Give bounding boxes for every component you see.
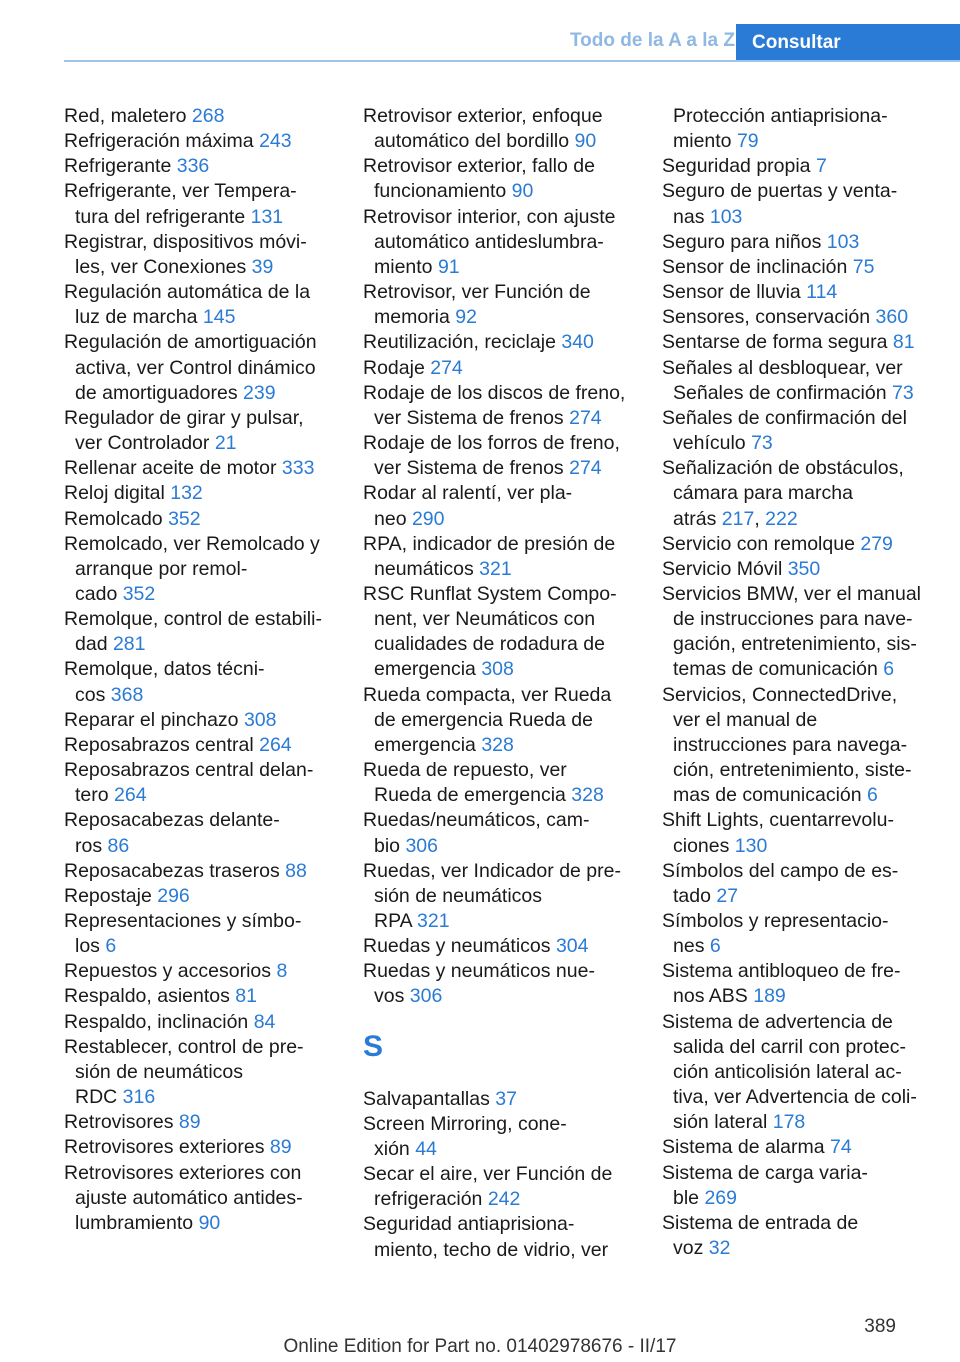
index-entry: [363, 381, 639, 431]
page-link[interactable]: 6: [867, 784, 878, 807]
page-link[interactable]: 131: [250, 205, 284, 228]
index-entry: [64, 456, 340, 481]
index-entry: [662, 808, 934, 858]
entry-text: Reposabrazos central: [64, 733, 260, 756]
index-entry: [64, 884, 340, 909]
entry-text: Retrovisor exterior, fallo de funcionamiento: [363, 155, 595, 203]
page-link[interactable]: 44: [415, 1137, 437, 1160]
page-link[interactable]: 89: [178, 1111, 201, 1134]
entry-text: Reposabrazos central delan- tero: [64, 759, 314, 807]
page-link[interactable]: 306: [409, 985, 443, 1008]
entry-text: Refrigerante, ver Tempera- tura del refrigerante: [64, 180, 297, 228]
entry-text: Rellenar aceite de motor: [64, 457, 282, 480]
entry-text: Señalización de obstáculos, cámara para marcha atrás: [662, 457, 904, 530]
page-link[interactable]: 279: [860, 532, 893, 555]
page-link[interactable]: 90: [198, 1211, 221, 1234]
entry-text: Señales al desbloquear, ver Señales de confirmación: [662, 356, 903, 404]
entry-text: Protección antiaprisiona- miento: [673, 105, 888, 153]
page-link[interactable]: 27: [716, 884, 739, 907]
entry-text: Retrovisor exterior, enfoque automático del bordillo: [363, 105, 603, 153]
index-entry: [64, 909, 340, 959]
index-entry: [64, 859, 340, 884]
entry-text: Refrigeración máxima: [64, 130, 260, 153]
index-entry: [64, 984, 340, 1009]
page-link[interactable]: 290: [411, 507, 445, 530]
page-link[interactable]: 32: [708, 1237, 731, 1260]
entry-text: RPA, indicador de presión de neumáticos: [363, 532, 616, 580]
page-link[interactable]: 90: [511, 180, 534, 203]
index-entry: [363, 808, 639, 858]
page-link[interactable]: 333: [281, 457, 315, 480]
index-entry: [662, 305, 934, 330]
entry-text: Registrar, dispositivos móvi- les, ver Conexiones: [64, 230, 307, 278]
footer-edition: Online Edition for Part no. 01402978676 - II/17: [283, 1336, 677, 1357]
entry-text: Sensores, conservación: [662, 306, 876, 329]
index-column-2: [363, 104, 639, 1263]
page-link[interactable]: 84: [253, 1010, 276, 1033]
entry-text: Retrovisor interior, con ajuste automático antideslumbra- miento: [363, 205, 616, 278]
index-entry: [662, 330, 934, 355]
entry-text: Ruedas, ver Indicador de pre- sión de neumáticos RPA: [363, 859, 621, 932]
entry-text: Remolque, datos técni- cos: [64, 658, 265, 706]
index-entry: [64, 1110, 340, 1135]
index-entry: [64, 607, 340, 657]
entry-text: Rueda de repuesto, ver Rueda de emergencia: [363, 759, 567, 807]
index-entry: [64, 330, 340, 405]
entry-text: Servicios BMW, ver el manual de instrucciones para nave- gación, entretenimiento, sis- temas de comunicación: [662, 582, 921, 681]
page-link[interactable]: 37: [495, 1087, 517, 1110]
page-link[interactable]: 328: [571, 784, 604, 807]
index-entry: [662, 1161, 934, 1211]
index-entry: [363, 683, 639, 758]
page-link[interactable]: 145: [202, 306, 236, 329]
entry-text: Retrovisor, ver Función de memoria: [363, 281, 591, 329]
index-entry: [662, 1211, 934, 1261]
page-link[interactable]: 81: [235, 985, 257, 1008]
index-entry: [662, 959, 934, 1009]
entry-text: Repostaje: [64, 884, 158, 907]
entry-text: Shift Lights, cuentarrevolu- ciones: [662, 809, 894, 857]
page-link[interactable]: 6: [709, 935, 721, 958]
index-entry: [363, 532, 639, 582]
page-link[interactable]: 79: [736, 130, 759, 153]
index-entry: [662, 154, 934, 179]
index-entry: [363, 205, 639, 280]
page-link[interactable]: 81: [892, 331, 915, 354]
index-entry: [363, 859, 639, 934]
entry-text: Rueda compacta, ver Rueda de emergencia Rueda de emergencia: [363, 683, 612, 756]
page-link[interactable]: 321: [417, 910, 450, 932]
index-entry: [662, 255, 934, 280]
page-link[interactable]: 316: [122, 1086, 156, 1109]
index-entry: [662, 230, 934, 255]
entry-text: Sistema de alarma: [662, 1136, 830, 1159]
index-entry: [363, 280, 639, 330]
entry-text: Screen Mirroring, cone- xión: [363, 1112, 567, 1160]
consult-tab[interactable]: Consultar: [736, 24, 960, 62]
page-link[interactable]: 304: [555, 935, 589, 958]
entry-text: Retrovisores: [64, 1111, 179, 1134]
entry-text: Representaciones y símbo- los: [64, 910, 302, 958]
page-link[interactable]: 130: [734, 834, 768, 857]
page-link[interactable]: 222: [765, 507, 798, 530]
entry-text: Ruedas y neumáticos nue- vos: [363, 960, 595, 1008]
index-entry: [64, 154, 340, 179]
page-link[interactable]: 274: [569, 406, 602, 429]
entry-text: Rodaje de los forros de freno, ver Sistema de frenos: [363, 432, 620, 480]
page-link[interactable]: 103: [826, 230, 860, 253]
index-entry: [64, 230, 340, 280]
index-entry: [662, 456, 934, 531]
index-entry: [64, 708, 340, 733]
entry-text: Retrovisores exteriores con ajuste automático antides- lumbramiento: [64, 1161, 303, 1234]
entry-text: Secar el aire, ver Función de refrigeración: [363, 1163, 613, 1211]
entry-text: Respaldo, asientos: [64, 985, 236, 1008]
page-link[interactable]: 6: [105, 935, 117, 958]
page-link[interactable]: 217: [721, 507, 755, 530]
page-link[interactable]: 73: [891, 381, 914, 404]
index-entry: [363, 1212, 639, 1262]
entry-text: Servicio Móvil: [662, 557, 788, 580]
entry-text: Símbolos y representacio- nes: [662, 910, 889, 958]
entry-text: Seguro de puertas y venta- nas: [662, 180, 898, 228]
index-entry: [363, 582, 639, 683]
page-link[interactable]: 39: [251, 255, 274, 278]
index-entry: [363, 1087, 639, 1112]
index-entry: [64, 104, 340, 129]
index-entry: [662, 406, 934, 456]
index-entry: [64, 733, 340, 758]
entry-text: Sistema de entrada de voz: [662, 1211, 859, 1260]
index-entry: [662, 179, 934, 229]
index-entry: [662, 104, 934, 154]
index-entry: [662, 859, 934, 909]
page-link[interactable]: 239: [243, 381, 276, 404]
index-entry: [64, 1035, 340, 1110]
section-letter: S: [363, 1029, 384, 1063]
page-link[interactable]: 74: [830, 1136, 852, 1159]
entry-text: Retrovisores exteriores: [64, 1136, 270, 1159]
index-entry: [662, 280, 934, 305]
index-entry: [363, 758, 639, 808]
index-entry: [363, 934, 639, 959]
index-entry: [64, 507, 340, 532]
page-link[interactable]: 336: [176, 155, 210, 178]
entry-text: Servicio con remolque: [662, 532, 861, 555]
entry-text: Rodaje: [363, 356, 431, 379]
page-link[interactable]: 296: [157, 884, 190, 907]
entry-text: Regulación automática de la luz de marcha: [64, 281, 311, 329]
page-separator: ,: [754, 507, 766, 530]
page-link[interactable]: 268: [191, 105, 225, 127]
entry-text: Sensor de inclinación: [662, 255, 853, 278]
entry-text: Repuestos y accesorios: [64, 960, 277, 983]
index-entry: [363, 959, 639, 1009]
page-link[interactable]: 274: [569, 457, 602, 480]
page-link[interactable]: 103: [709, 205, 743, 228]
page-link[interactable]: 92: [455, 306, 477, 329]
index-entry: [64, 657, 340, 707]
page-link[interactable]: 352: [122, 582, 156, 605]
index-entry: [363, 356, 639, 381]
index-entry: [64, 959, 340, 984]
entry-text: Ruedas/neumáticos, cam- bio: [363, 809, 590, 857]
page-link[interactable]: 321: [479, 557, 512, 580]
page-link[interactable]: 8: [276, 960, 288, 983]
index-entry: [64, 532, 340, 607]
index-entry: [662, 356, 934, 406]
page-number: 389: [864, 1316, 896, 1337]
entry-text: Restablecer, control de pre- sión de neumáticos RDC: [64, 1035, 304, 1109]
index-entry: [64, 1010, 340, 1035]
index-entry: [363, 1112, 639, 1162]
entry-text: Remolcado, ver Remolcado y arranque por remol- cado: [64, 532, 320, 605]
index-entry: [363, 481, 639, 531]
index-entry: [64, 1161, 340, 1236]
page-link[interactable]: 264: [259, 733, 292, 756]
page-link[interactable]: 90: [574, 130, 597, 153]
entry-text: Rodaje de los discos de freno, ver Sistema de frenos: [363, 381, 626, 429]
index-entry: [363, 1162, 639, 1212]
index-entry: [64, 406, 340, 456]
page-link[interactable]: 21: [214, 432, 237, 455]
entry-text: Reparar el pinchazo: [64, 708, 244, 731]
index-entry: [662, 683, 934, 809]
entry-text: Seguridad propia: [662, 155, 816, 178]
page-link[interactable]: 340: [561, 331, 594, 354]
index-entry: [64, 481, 340, 506]
entry-text: Regulación de amortiguación activa, ver Control dinámico de amortiguadores: [64, 331, 317, 404]
entry-text: Refrigerante: [64, 155, 177, 178]
page-link[interactable]: 7: [815, 155, 827, 178]
page-link[interactable]: 6: [883, 658, 895, 681]
page-link[interactable]: 114: [806, 281, 838, 304]
index-column-1: [64, 104, 340, 1236]
entry-text: Seguridad antiaprisiona- miento, techo de vidrio, ver: [363, 1213, 609, 1261]
page-link[interactable]: 350: [787, 557, 821, 580]
page-link[interactable]: 308: [481, 658, 514, 681]
index-entry: [64, 758, 340, 808]
index-entry: [662, 1010, 934, 1136]
page-link[interactable]: 368: [110, 683, 144, 706]
entry-text: Señales de confirmación del vehículo: [662, 406, 907, 455]
index-entry: [363, 431, 639, 481]
entry-text: Sensor de lluvia: [662, 281, 807, 304]
index-entry: [64, 808, 340, 858]
page-link[interactable]: 308: [243, 708, 277, 731]
page-link[interactable]: 264: [114, 784, 147, 807]
entry-text: Reutilización, reciclaje: [363, 331, 562, 354]
page-link[interactable]: 89: [269, 1136, 292, 1159]
entry-text: Sentarse de forma segura: [662, 331, 893, 354]
index-entry: [662, 582, 934, 683]
page-link[interactable]: 352: [168, 507, 201, 530]
entry-text: Respaldo, inclinación: [64, 1010, 254, 1033]
page-header: [64, 24, 960, 62]
page-link[interactable]: 269: [704, 1186, 737, 1209]
entry-text: Rodar al ralentí, ver pla- neo: [363, 482, 573, 530]
page-link[interactable]: 242: [487, 1188, 521, 1211]
entry-text: Reposacabezas delante- ros: [64, 809, 280, 857]
page-link[interactable]: 91: [437, 255, 460, 278]
index-entry: [363, 330, 639, 355]
page-link[interactable]: 75: [852, 255, 875, 278]
page-link[interactable]: 274: [430, 356, 463, 379]
entry-text: Reposacabezas traseros: [64, 859, 286, 882]
index-entry: [363, 154, 639, 204]
index-entry: [64, 280, 340, 330]
entry-text: Regulador de girar y pulsar, ver Controlador: [64, 406, 304, 455]
page-link[interactable]: 178: [772, 1111, 806, 1134]
page-link[interactable]: 306: [405, 834, 438, 857]
page-link[interactable]: 86: [107, 834, 130, 857]
section-tab[interactable]: Todo de la A a la Z: [569, 30, 735, 51]
page-link[interactable]: 132: [170, 482, 203, 505]
entry-text: RSC Runflat System Compo- nent, ver Neumáticos con cualidades de rodadura de emergencia: [363, 582, 617, 681]
entry-text: Símbolos del campo de es- tado: [662, 859, 899, 907]
page-link[interactable]: 88: [285, 859, 307, 882]
index-column-3: [662, 104, 934, 1261]
entry-text: Red, maletero: [64, 105, 192, 127]
page-link[interactable]: 243: [259, 130, 292, 153]
index-entry: [64, 129, 340, 154]
index-entry: [64, 1135, 340, 1160]
entry-text: Servicios, ConnectedDrive, ver el manual de instrucciones para navega- ción, entretenimiento, siste- mas de comunicación: [662, 683, 912, 807]
entry-text: Remolque, control de estabili- dad: [64, 608, 322, 656]
header-rule: [64, 60, 960, 62]
index-entry: [363, 104, 639, 154]
index-entry: [64, 179, 340, 229]
page-link[interactable]: 281: [112, 633, 146, 656]
index-entry: [662, 532, 934, 557]
entry-text: Ruedas y neumáticos: [363, 935, 556, 958]
entry-text: Seguro para niños: [662, 230, 827, 253]
page-link[interactable]: 328: [481, 733, 514, 756]
entry-text: Sistema de advertencia de salida del carril con protec- ción anticolisión lateral ac- tiva, ver Advertencia de coli- sión lateral: [662, 1010, 917, 1134]
entry-text: Reloj digital: [64, 482, 171, 505]
entry-text: Remolcado: [64, 507, 169, 530]
page-link[interactable]: 189: [753, 985, 786, 1008]
entry-text: Salvapantallas: [363, 1087, 496, 1110]
index-entry: [662, 557, 934, 582]
index-entry: [662, 1135, 934, 1160]
entry-text: Sistema de carga varia- ble: [662, 1161, 868, 1209]
index-entry: [662, 909, 934, 959]
page-link[interactable]: 360: [875, 306, 909, 329]
entry-text: Sistema antibloqueo de fre- nos ABS: [662, 960, 901, 1008]
page-link[interactable]: 73: [751, 432, 773, 455]
